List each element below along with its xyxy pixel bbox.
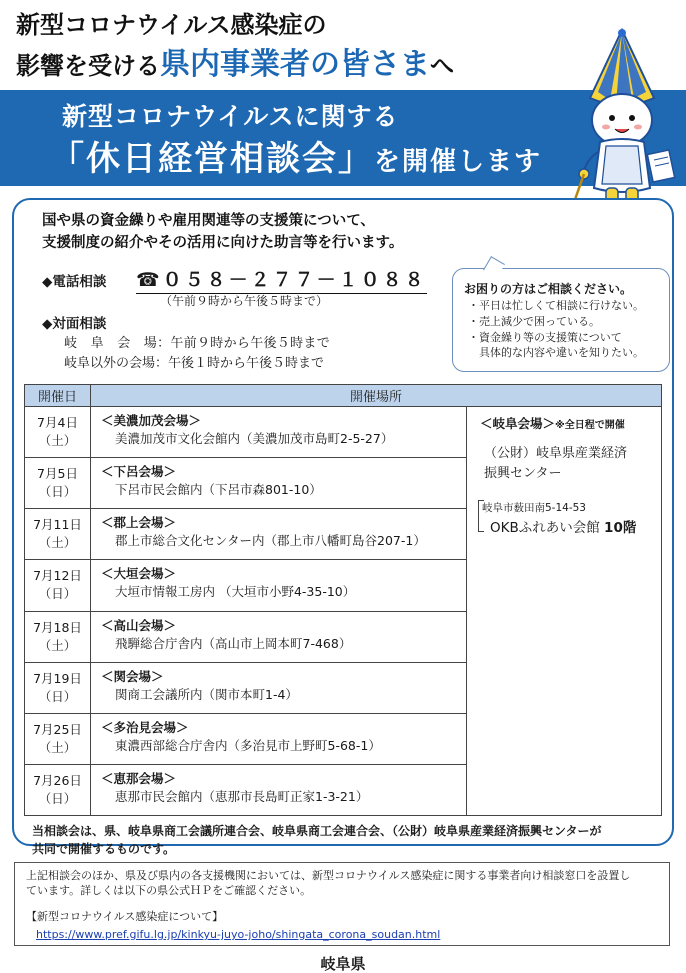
gifu-venue-building [490,516,636,536]
headline-line2-post: へ [430,52,454,80]
joint-line2: 共同で開催するものです。 [32,842,176,856]
venue-name: ＜高山会場＞ [101,617,177,633]
face-consult-other-hours: 岐阜以外の会場：午後１時から午後５時まで [64,356,325,371]
gifu-org-line2: 振興センター [484,466,562,481]
bubble-item: ・平日は忙しくて相談に行けない。 [468,299,644,312]
venue-cell [91,662,467,713]
date: 7月18日 [33,619,82,635]
date: 7月19日 [33,670,82,686]
gifu-venue-address: 岐阜市薮田南5-14-53 [482,502,586,514]
prefecture-name: 岐阜県 [320,955,366,973]
date-cell [25,764,91,815]
banner-line1: 新型コロナウイルスに関する [62,102,399,131]
weekday: （日） [38,790,77,806]
venue-cell [91,458,467,509]
venue-name: ＜郡上会場＞ [101,515,177,531]
weekday: （土） [38,433,77,448]
face-consult-label: ◆対面相談 [42,316,107,332]
footer-link-title: 【新型コロナウイルス感染症について】 [26,910,224,923]
headline-line2 [16,48,454,83]
venue-cell [91,764,467,815]
gifu-venue-title [480,414,625,432]
venue-name: ＜多治見会場＞ [101,719,189,735]
date: 7月25日 [33,721,82,737]
face-consult-gifu-hours: 岐 阜 会 場：午前９時から午後５時まで [64,336,331,351]
joint-line1: 当相談会は、県、岐阜県商工会議所連合会、岐阜県商工会連合会、（公財）岐阜県産業経済振興センターが [32,824,602,838]
footer-line2: ています。詳しくは以下の県公式ＨＰをご確認ください。 [26,884,312,897]
column-header-date: 開催日 [25,385,91,407]
date-cell [25,560,91,611]
weekday: （土） [38,739,77,755]
date-cell [25,509,91,560]
venue-cell [91,560,467,611]
gifu-venue-name: ＜岐阜会場＞ [480,416,556,431]
date-cell [25,458,91,509]
weekday: （日） [38,586,77,602]
venue-cell [91,509,467,560]
venue-name: ＜大垣会場＞ [101,566,177,582]
date: 7月11日 [33,517,82,533]
bubble-item: ・売上減少で困っている。 [468,315,600,328]
phone-hours: （午前９時から午後５時まで） [160,294,329,308]
bubble-title: お困りの方はご相談ください。 [464,282,633,296]
date-cell [25,407,91,458]
venue-address: 大垣市情報工房内 （大垣市小野4-35-10） [115,584,356,600]
phone-number[interactable]: ☎０５８－２７７－１０８８ [136,265,427,294]
date-cell [25,662,91,713]
venue-address: 郡上市総合文化センター内（郡上市八幡町島谷207-1） [115,533,426,549]
weekday: （土） [38,535,77,551]
venue-address: 東濃西部総合庁舎内（多治見市上野町5-68-1） [115,737,381,753]
mascot-illustration [566,28,678,224]
intro-line2: 支援制度の紹介やその活用に向けた助言等を行います。 [42,235,404,251]
footer-text [26,868,630,898]
venue-name: ＜美濃加茂会場＞ [101,413,202,428]
venue-name: ＜下呂会場＞ [101,464,177,480]
weekday: （土） [38,637,77,653]
website-link[interactable]: https://www.pref.gifu.lg.jp/kinkyu-juyo-joho/shingata_corona_soudan.html [36,928,441,941]
date-cell [25,611,91,662]
venue-address: 下呂市民会館内（下呂市森801-10） [115,482,322,498]
building-name: OKBふれあい会館 [490,520,600,536]
venue-name: ＜恵那会場＞ [101,770,177,786]
building-floor: 10階 [604,520,637,536]
intro-line1: 国や県の資金繰りや雇用関連等の支援策について、 [42,213,375,229]
footer-line1: 上記相談会のほか、県及び県内の各支援機関においては、新型コロナウイルス感染症に関する事業者向け相談窓口を設置し [26,869,631,882]
venue-address: 恵那市民会館内（恵那市長島町正家1-3-21） [115,788,369,804]
phone-label: ◆電話相談 [42,274,107,290]
date: 7月26日 [33,772,82,788]
gifu-org-line1: （公財）岐阜県産業経済 [484,446,628,461]
banner-line2 [50,131,542,180]
banner-sub: を開催します [374,147,543,177]
bubble-item: 具体的な内容や違いを知りたい。 [468,346,644,359]
venue-cell [91,611,467,662]
venue-address: 美濃加茂市文化会館内（美濃加茂市島町2-5-27） [115,431,394,446]
venue-address: 飛騨総合庁舎内（高山市上岡本町7-468） [115,635,352,651]
date: 7月4日 [37,415,78,430]
date-cell [25,713,91,764]
joint-organizers-note [32,822,602,858]
banner-event-name: 「休日経営相談会」 [50,139,374,179]
headline-highlight: 県内事業者の皆さま [160,47,430,82]
table-header-row [25,385,662,407]
weekday: （日） [38,484,77,500]
gifu-venue-note: ※全日程で開催 [555,420,625,431]
date: 7月12日 [33,568,82,584]
weekday: （日） [38,688,77,704]
bubble-item: ・資金繰り等の支援策について [468,331,622,344]
headline-line2-pre: 影響を受ける [16,52,160,80]
headline-line1: 新型コロナウイルス感染症の [16,11,327,39]
date: 7月5日 [37,466,78,482]
venue-name: ＜関会場＞ [101,668,164,684]
venue-cell [91,407,467,458]
venue-address: 関商工会議所内（関市本町1-4） [115,686,298,702]
venue-cell [91,713,467,764]
column-header-venue: 開催場所 [91,385,662,407]
intro-text [42,210,403,254]
gifu-venue-organization [484,444,627,484]
